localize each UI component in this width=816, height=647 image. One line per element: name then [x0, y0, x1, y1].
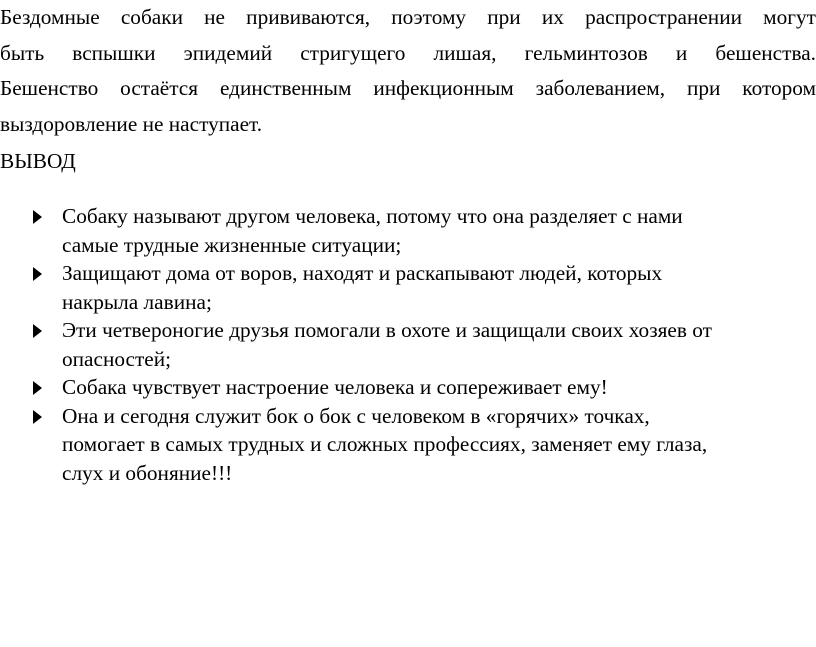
list-item-line: Она и сегодня служит бок о бок с человеком в «горячих» точках,	[62, 403, 650, 428]
intro-line: быть вспышки эпидемий стригущего лишая, гельминтозов и бешенства.	[0, 40, 816, 65]
intro-line: выздоровление не наступает.	[0, 111, 263, 136]
list-item-line: опасностей;	[62, 346, 172, 371]
intro-line: Бешенство остаётся единственным инфекционным заболеванием, при котором	[0, 76, 816, 100]
list-item-line: Защищают дома от воров, находят и раскапывают людей, которых	[62, 261, 663, 285]
list-item-line: слух и обоняние!!!	[62, 460, 233, 485]
triangle-bullet-icon	[33, 267, 42, 281]
triangle-bullet-icon	[33, 381, 42, 395]
list-item	[0, 373, 816, 402]
conclusion-list	[0, 202, 816, 487]
list-item-line: самые трудные жизненные ситуации;	[62, 232, 402, 257]
list-item-line: помогает в самых трудных и сложных профессиях, заменяет ему глаза,	[62, 432, 708, 456]
triangle-bullet-icon	[33, 410, 42, 424]
list-item	[0, 202, 816, 259]
list-item-line: Собака чувствует настроение человека и сопереживает ему!	[62, 375, 608, 399]
list-item	[0, 259, 816, 316]
intro-line: Бездомные собаки не прививаются, поэтому при их распространении могут	[0, 5, 816, 29]
list-item-line: накрыла лавина;	[62, 289, 212, 314]
intro-paragraph	[0, 0, 816, 142]
section-heading: ВЫВОД	[0, 149, 76, 173]
list-item	[0, 402, 816, 488]
list-item-line: Эти четвероногие друзья помогали в охоте и защищали своих хозяев от	[62, 318, 712, 342]
triangle-bullet-icon	[33, 324, 42, 338]
list-item-line: Собаку называют другом человека, потому что она разделяет с нами	[62, 204, 683, 228]
list-item	[0, 316, 816, 373]
triangle-bullet-icon	[33, 210, 42, 224]
